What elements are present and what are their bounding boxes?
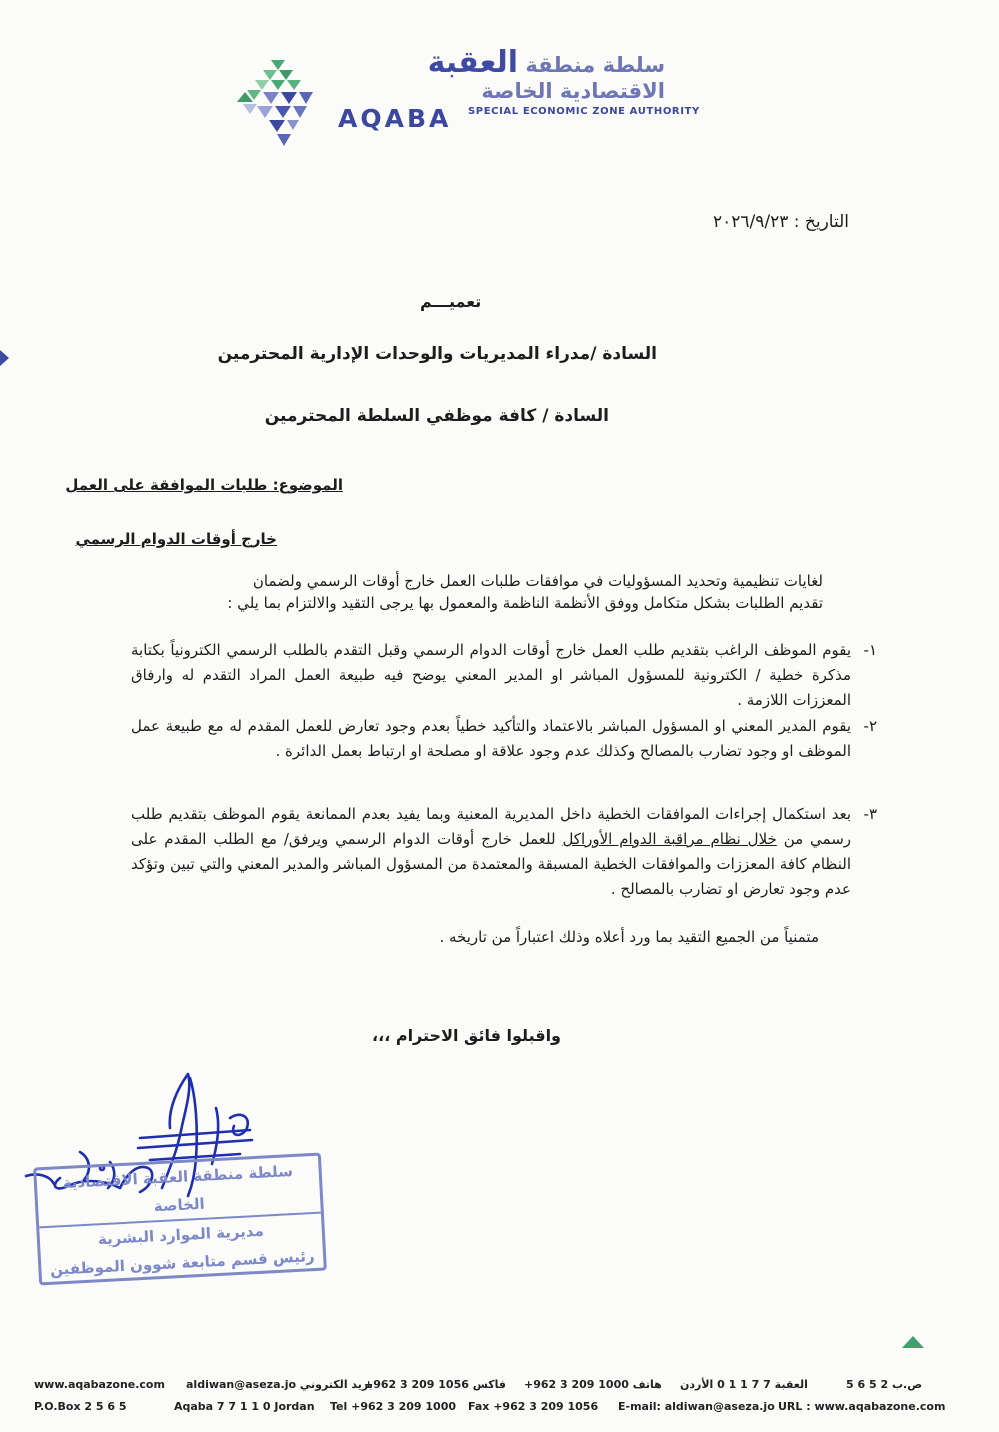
letter-title: تعميـــم xyxy=(420,292,482,311)
list-item-number: ١- xyxy=(863,641,877,659)
logo-ar-line1: سلطة منطقة xyxy=(525,53,665,77)
list-item-text: يقوم الموظف الراغب بتقديم طلب العمل خارج أوقات الدوام الرسمي وقبل التقدم بالطلب الرسمي الكترونياً بكتابة مذكرة خطية / الكترونية للمسؤول المباشر او المدير المعني يوضح فيه طبيعة العمل المراد التقدم له وارفاق المعززات اللازمة . xyxy=(131,641,851,709)
footer-email: E-mail: aldiwan@aseza.jo xyxy=(618,1400,775,1413)
list-item-text-after: للعمل خارج أوقات الدوام الرسمي ويرفق/ مع الطلب المقدم على النظام كافة المعززات والموافقات الخطية المسبقة والمعتمدة من المسؤول المباشر والمدير المعني والتي تبين وتؤكد عدم وجود تعارض او تضارب بالمصالح . xyxy=(131,830,851,898)
page-edge-marker xyxy=(0,350,9,366)
green-triangle-icon xyxy=(902,1336,924,1348)
list-item xyxy=(131,714,877,764)
footer-email-ar: aldiwan@aseza.jo بريد الكتروني xyxy=(186,1378,373,1391)
list-item-number: ٣- xyxy=(863,805,877,823)
logo-arabic-name xyxy=(335,45,665,104)
footer-pobox: P.O.Box 2 5 6 5 xyxy=(34,1400,127,1413)
regards-line: واقبلوا فائق الاحترام ،،، xyxy=(372,1026,561,1045)
subject-line: الموضوع: طلبات الموافقة على العمل xyxy=(65,476,343,494)
footer-tel: Tel +962 3 209 1000 xyxy=(330,1400,457,1413)
list-item xyxy=(131,802,877,902)
footer-fax: Fax +962 3 209 1056 xyxy=(468,1400,599,1413)
subject-line-continued: خارج أوقات الدوام الرسمي xyxy=(75,530,277,548)
list-item xyxy=(131,638,877,713)
addressee-line-2: السادة / كافة موظفي السلطة المحترمين xyxy=(264,406,609,426)
logo-ar-big: العقبة xyxy=(427,45,519,80)
closing-line: متمنياً من الجميع التقيد بما ورد أعلاه وذلك اعتباراً من تاريخه . xyxy=(439,928,819,946)
intro-line-1: لغايات تنظيمية وتحديد المسؤوليات في موافقات طلبات العمل خارج أوقات الرسمي ولضمان xyxy=(252,572,823,590)
footer-fax-ar: +962 3 209 1056 فاكس xyxy=(364,1378,507,1391)
footer-website: www.aqabazone.com xyxy=(34,1378,165,1391)
logo-english-name: AQABA xyxy=(338,104,452,133)
letter-date: التاريخ : ٢٠٢٦/٩/٢٣ xyxy=(712,212,849,232)
footer-city-ar: العقبة 7 7 1 1 0 الأردن xyxy=(680,1378,808,1391)
logo-english-subtitle: SPECIAL ECONOMIC ZONE AUTHORITY xyxy=(468,106,700,117)
stamp-line-3: رئيس قسم متابعة شوون الموظفين xyxy=(49,1247,315,1279)
footer-pobox-ar: ص.ب 2 5 6 5 xyxy=(846,1378,923,1391)
stamp-line-2: مديرية الموارد البشرية xyxy=(97,1221,265,1249)
list-item-text-before: بعد استكمال إجراءات الموافقات الخطية داخل المديرية المعنية وبما يفيد بعدم الممانعة يقوم الموظف بتقديم طلب رسمي من xyxy=(131,805,852,848)
footer-city: Aqaba 7 7 1 1 0 Jordan xyxy=(174,1400,315,1413)
list-item-text: يقوم المدير المعني او المسؤول المباشر بالاعتماد والتأكيد خطياً بعدم وجود تعارض للعمل المقدم له مع طبيعة عمل الموظف او وجود تضارب بالمصالح وكذلك عدم وجود علاقة او مصلحة او ارتباط بعمل الدائرة . xyxy=(131,717,851,760)
footer-phone-ar: +962 3 209 1000 هاتف xyxy=(524,1378,662,1391)
list-item-number: ٢- xyxy=(863,717,877,735)
intro-line-2: تقديم الطلبات بشكل متكامل ووفق الأنظمة الناظمة والمعمول بها يرجى التقيد والالتزام بما يلي : xyxy=(227,594,823,612)
official-stamp xyxy=(33,1153,327,1286)
stamp-line-1: سلطة منطقة العقبة الاقتصادية الخاصة xyxy=(36,1156,321,1229)
aqaba-logo-icon xyxy=(233,58,323,148)
logo-ar-line2: الاقتصادية الخاصة xyxy=(481,79,665,103)
addressee-line-1: السادة /مدراء المديريات والوحدات الإدارية المحترمين xyxy=(217,344,657,364)
footer-url: URL : www.aqabazone.com xyxy=(778,1400,946,1413)
list-item-highlight: خلال نظام مراقبة الدوام الأوراكل xyxy=(562,830,777,848)
